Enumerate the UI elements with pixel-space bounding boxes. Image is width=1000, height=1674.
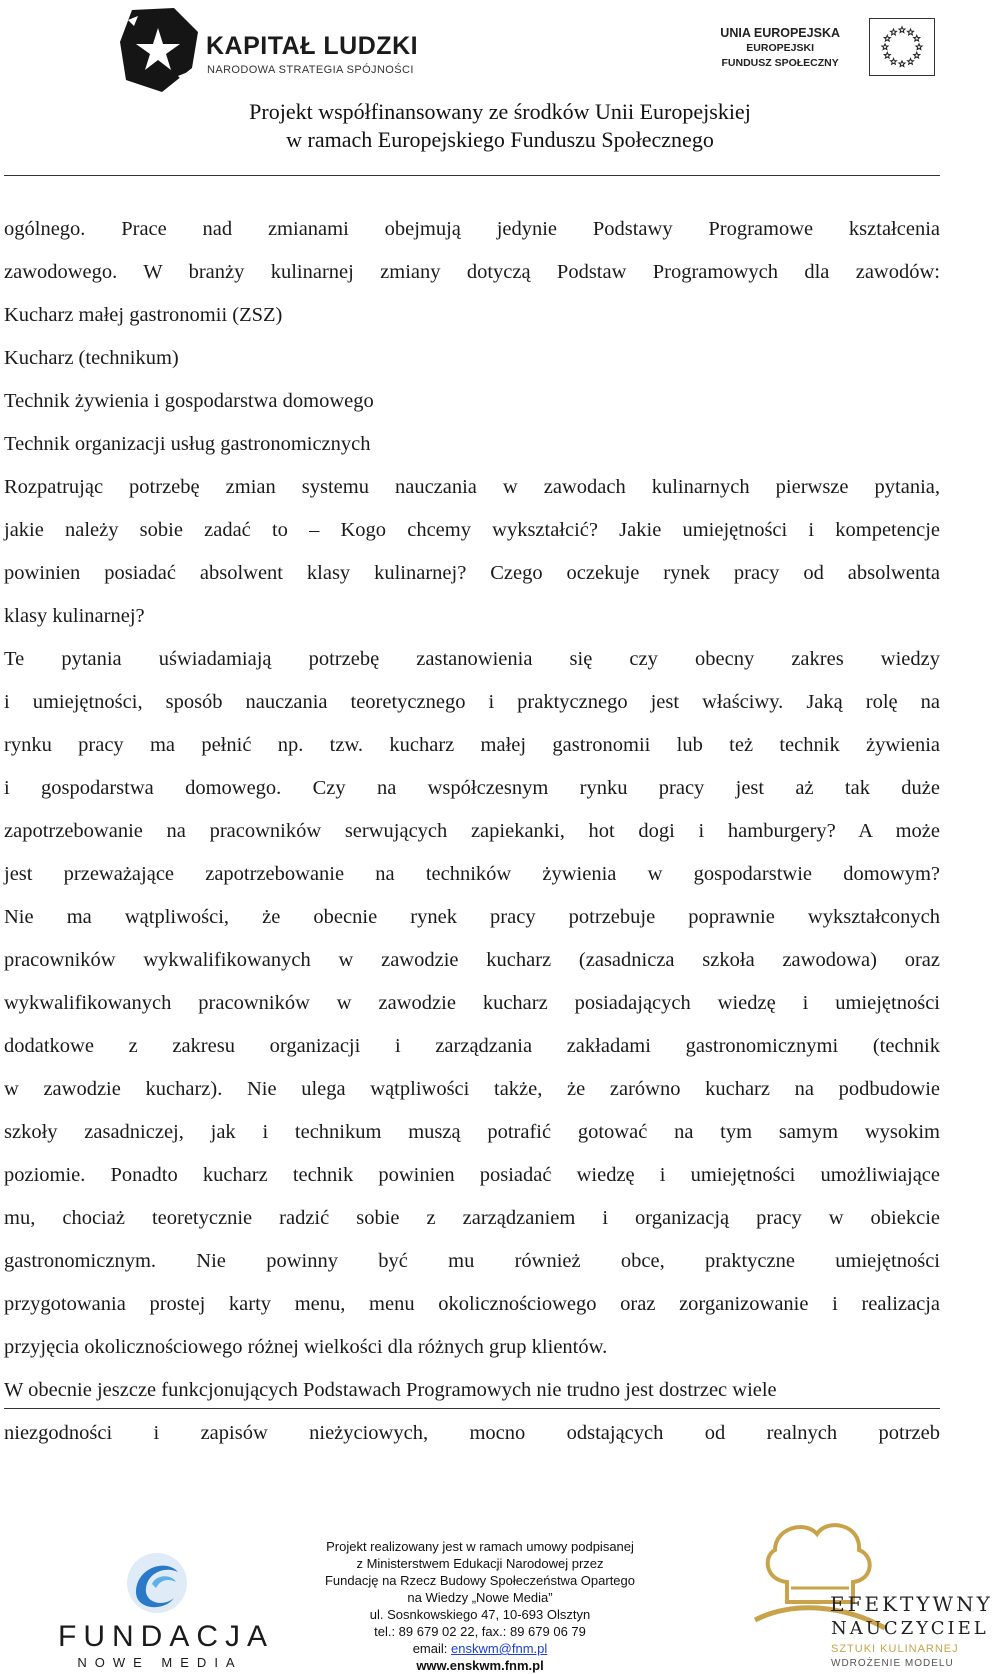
eu-star-icon — [914, 52, 920, 58]
text-line: jest przeważające zapotrzebowanie na techników żywienia w gospodarstwie domowym? — [4, 863, 940, 885]
project-header — [0, 98, 1000, 154]
email-link[interactable]: enskwm@fnm.pl — [451, 1641, 548, 1656]
text-line: gastronomicznym. Nie powinny być mu również obce, praktyczne umiejętności — [4, 1250, 940, 1272]
eu-star-icon — [914, 35, 920, 41]
logo-title-efektywny: EFEKTYWNY — [830, 1592, 993, 1616]
eu-logo-line2: EUROPEJSKI — [746, 42, 814, 54]
logo-subtitle-sztuki: SZTUKI KULINARNEJ — [831, 1643, 959, 1655]
text-line: klasy kulinarnej? — [4, 605, 145, 627]
eu-star-icon — [907, 29, 913, 35]
text-line: zawodowego. W branży kulinarnej zmiany dotyczą Podstaw Programowych dla zawodów: — [4, 261, 940, 283]
footer-info-line3: Fundację na Rzecz Budowy Społeczeństwa Opartego — [324, 1573, 635, 1588]
fundacja-subname: NOWE MEDIA — [77, 1655, 243, 1670]
eu-logo-line1: UNIA EUROPEJSKA — [720, 26, 840, 40]
website-link[interactable]: www.enskwm.fnm.pl — [416, 1658, 544, 1673]
kapital-ludzki-star-icon — [118, 6, 200, 94]
kapital-ludzki-logo — [118, 6, 418, 96]
kapital-ludzki-subtitle: NARODOWA STRATEGIA SPÓJNOŚCI — [207, 64, 414, 76]
text-line: Rozpatrując potrzebę zmian systemu nauczania w zawodach kulinarnych pierwsze pytania, — [4, 476, 940, 498]
text-line: ogólnego. Prace nad zmianami obejmują jedynie Podstawy Programowe kształcenia — [4, 218, 940, 240]
text-line: poziomie. Ponadto kucharz technik powinien posiadać wiedzę i umiejętności umożliwiające — [4, 1164, 940, 1186]
text-line: Te pytania uświadamiają potrzebę zastanowienia się czy obecny zakres wiedzy — [4, 648, 940, 670]
footer-info-email-row — [310, 1640, 650, 1657]
text-line: Nie ma wątpliwości, że obecnie rynek pracy potrzebuje poprawnie wykształconych — [4, 906, 940, 928]
eu-logo-line3: FUNDUSZ SPOŁECZNY — [721, 57, 839, 69]
text-line: powinien posiadać absolwent klasy kulinarnej? Czego oczekuje rynek pracy od absolwenta — [4, 562, 940, 584]
text-line: przygotowania prostej karty menu, menu okolicznościowego oraz zorganizowanie i realizacja — [4, 1293, 940, 1315]
footer-info-phone: tel.: 89 679 02 22, fax.: 89 679 06 79 — [374, 1624, 586, 1639]
text-line: Technik żywienia i gospodarstwa domowego — [4, 390, 374, 412]
text-line: pracowników wykwalifikowanych w zawodzie kucharz (zasadnicza szkoła zawodowa) oraz — [4, 949, 940, 971]
eu-star-icon — [890, 59, 896, 65]
eu-star-icon — [890, 29, 896, 35]
footer-info-line1: Projekt realizowany jest w ramach umowy podpisanej — [326, 1539, 634, 1554]
text-line: zapotrzebowanie na pracowników serwujących zapiekanki, hot dogi i hamburgery? A może — [4, 820, 940, 842]
project-header-line1: Projekt współfinansowany ze środków Unii Europejskiej — [249, 99, 751, 124]
eu-star-icon — [884, 52, 890, 58]
text-line: Technik organizacji usług gastronomicznych — [4, 433, 371, 455]
footer-info-line2: z Ministerstwem Edukacji Narodowej przez — [356, 1556, 604, 1571]
fundacja-swirl-icon — [122, 1548, 192, 1618]
eu-flag-icon — [869, 18, 935, 76]
footer-info-line4: na Wiedzy „Nowe Media” — [407, 1590, 553, 1605]
eu-star-icon — [882, 44, 888, 50]
text-line: niezgodności i zapisów nieżyciowych, mocno odstających od realnych potrzeb — [4, 1422, 940, 1444]
header-divider — [4, 175, 940, 176]
eu-star-icon — [899, 27, 905, 33]
footer-project-info — [310, 1538, 650, 1674]
fundacja-name: FUNDACJA — [58, 1620, 275, 1653]
text-line: dodatkowe z zakresu organizacji i zarządzania zakładami gastronomicznymi (technik — [4, 1035, 940, 1057]
text-line: i gospodarstwa domowego. Czy na współczesnym rynku pracy jest aż tak duże — [4, 777, 940, 799]
text-line: Kucharz (technikum) — [4, 347, 179, 369]
eu-logo-text — [720, 26, 840, 71]
footer-info-address: ul. Sosnkowskiego 47, 10-693 Olsztyn — [369, 1607, 591, 1622]
text-line: szkoły zasadniczej, jak i technikum muszą potrafić gotować na tym samym wysokim — [4, 1121, 940, 1143]
efektywny-nauczyciel-logo — [735, 1510, 993, 1670]
fundacja-nowe-media-logo — [58, 1548, 275, 1670]
text-line: rynku pracy ma pełnić np. tzw. kucharz małej gastronomii lub też technik żywienia — [4, 734, 940, 756]
eu-star-icon — [916, 44, 922, 50]
project-header-line2: w ramach Europejskiego Funduszu Społecznego — [286, 127, 714, 152]
logo-title-nauczyciel: NAUCZYCIEL — [831, 1618, 989, 1639]
eu-star-icon — [899, 61, 905, 67]
text-line: przyjęcia okolicznościowego różnej wielkości dla różnych grup klientów. — [4, 1336, 608, 1358]
document-body — [4, 208, 940, 1455]
email-label: email: — [412, 1641, 451, 1656]
kapital-ludzki-title: KAPITAŁ LUDZKI — [206, 32, 419, 60]
text-line: jakie należy sobie zadać to – Kogo chcemy wykształcić? Jakie umiejętności i kompetencje — [4, 519, 940, 541]
text-line: wykwalifikowanych pracowników w zawodzie kucharz posiadających wiedzę i umiejętności — [4, 992, 940, 1014]
text-line: Kucharz małej gastronomii (ZSZ) — [4, 304, 283, 326]
eu-logo — [720, 18, 935, 78]
text-line: w zawodzie kucharz). Nie ulega wątpliwości także, że zarówno kucharz na podbudowie — [4, 1078, 940, 1100]
text-line: i umiejętności, sposób nauczania teoretycznego i praktycznego jest właściwy. Jaką rolę na — [4, 691, 940, 713]
logo-subtitle-wdrozenie: WDROŻENIE MODELU — [831, 1658, 954, 1669]
text-line: W obecnie jeszcze funkcjonujących Podstawach Programowych nie trudno jest dostrzec wiele — [4, 1379, 777, 1401]
eu-star-icon — [907, 59, 913, 65]
footer-divider — [4, 1408, 940, 1409]
eu-star-icon — [884, 35, 890, 41]
text-line: mu, chociaż teoretycznie radzić sobie z zarządzaniem i organizacją pracy w obiekcie — [4, 1207, 940, 1229]
